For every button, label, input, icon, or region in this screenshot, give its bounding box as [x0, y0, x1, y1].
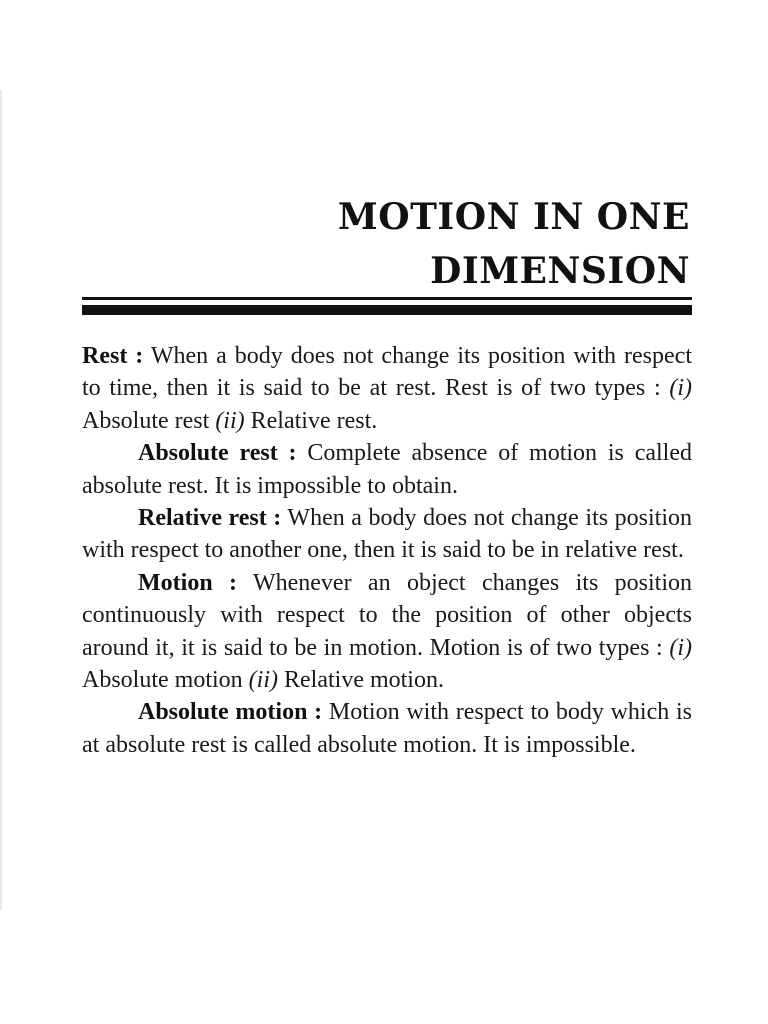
title-rule-thick: [82, 305, 692, 315]
term-rest: Rest :: [82, 343, 144, 369]
paragraph-rest: [82, 340, 692, 437]
term-motion: Motion :: [138, 569, 238, 596]
motion-enum-2: (ii): [248, 667, 278, 694]
motion-text-2: Absolute motion: [82, 667, 249, 694]
rest-enum-1: (i): [669, 375, 692, 402]
absolute-motion-text: Motion with respect to body which is at absolute rest is called absolute motion. It is impossible.: [82, 699, 693, 758]
body-text: [82, 340, 692, 761]
absolute-rest-text: Complete absence of motion is called absolute rest. It is impossible to obtain.: [82, 440, 692, 499]
relative-rest-text: When a body does not change its position with respect to another one, then it is said to be in relative rest.: [82, 505, 692, 564]
chapter-title: [270, 190, 690, 298]
term-absolute-rest: Absolute rest :: [138, 440, 297, 467]
paragraph-motion: [82, 567, 692, 697]
rest-text-3: Relative rest.: [244, 407, 378, 434]
chapter-title-line-1: MOTION IN ONE: [337, 196, 690, 238]
page-edge: [0, 90, 2, 910]
paragraph-absolute-rest: [82, 437, 692, 502]
rest-enum-2: (ii): [215, 407, 245, 434]
paragraph-relative-rest: [82, 502, 692, 567]
paragraph-absolute-motion: [82, 696, 692, 761]
motion-enum-1: (i): [669, 634, 692, 661]
motion-text-3: Relative motion.: [278, 667, 444, 694]
rest-text-2: Absolute rest: [82, 407, 216, 434]
rest-text-1: When a body does not change its position with respect to time, then it is said to be at rest. Rest is of two types :: [82, 343, 692, 402]
title-rule-thin: [82, 297, 692, 300]
term-relative-rest: Relative rest :: [138, 505, 282, 532]
term-absolute-motion: Absolute motion :: [138, 699, 323, 726]
chapter-title-line-2: DIMENSION: [430, 250, 690, 292]
motion-text-1: Whenever an object changes its position continuously with respect to the position of other objects around it, it is said to be in motion. Motion is of two types :: [82, 569, 693, 661]
